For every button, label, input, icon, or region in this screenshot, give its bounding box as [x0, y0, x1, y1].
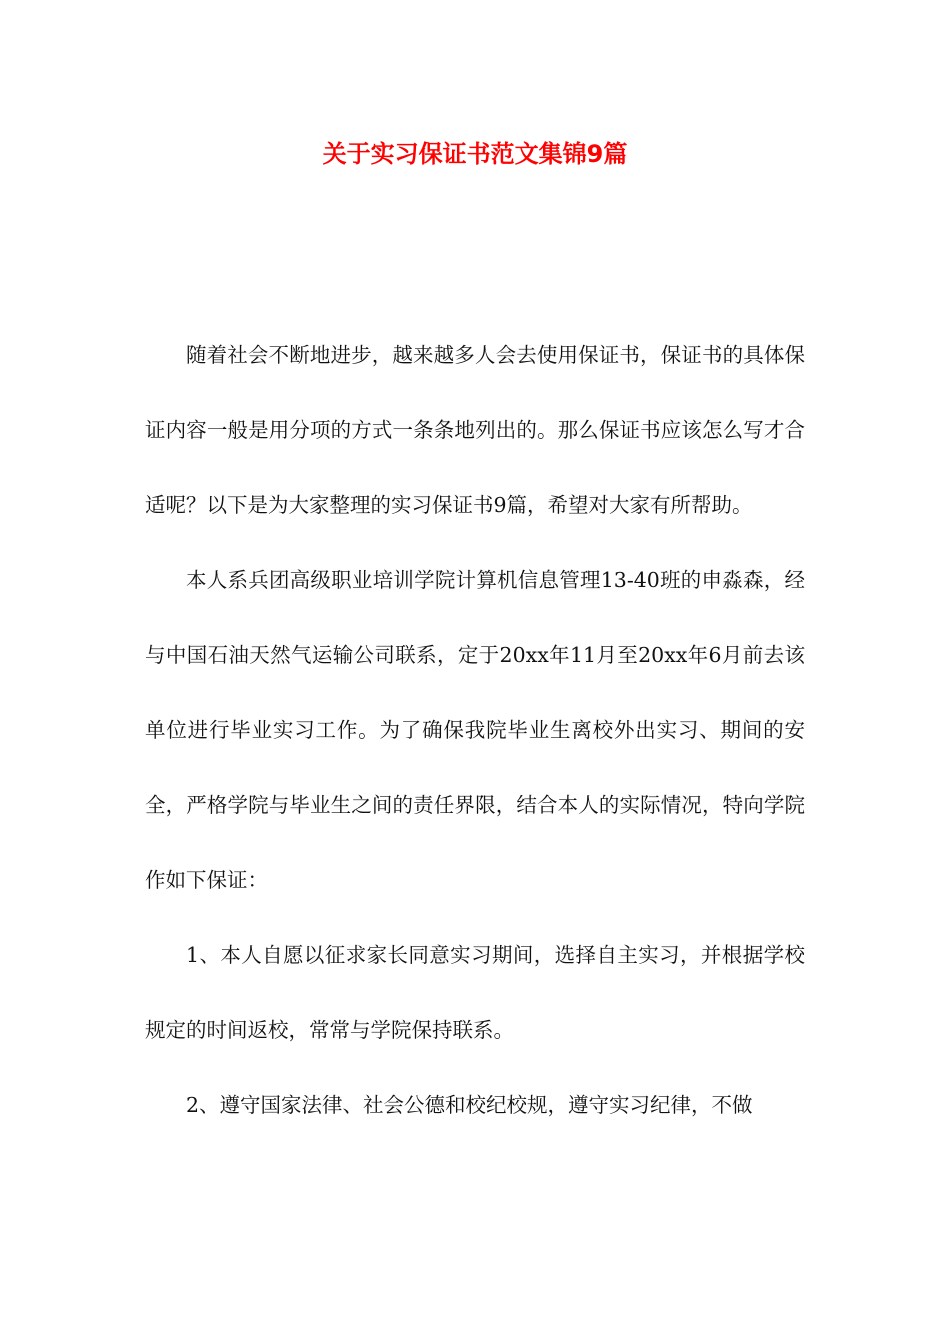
- paragraph-intro: 随着社会不断地进步，越来越多人会去使用保证书，保证书的具体保证内容一般是用分项的方式一条条地列出的。那么保证书应该怎么写才合适呢？以下是为大家整理的实习保证书9篇，希望对大家有所帮助。: [145, 343, 805, 517]
- paragraph-statement: 本人系兵团高级职业培训学院计算机信息管理13-40班的申淼森，经与中国石油天然气运输公司联系，定于20xx年11月至20xx年6月前去该单位进行毕业实习工作。为了确保我院毕业生离校外出实习、期间的安全，严格学院与毕业生之间的责任界限，结合本人的实际情况，特向学院作如下保证：: [145, 568, 805, 892]
- document-body: [145, 318, 805, 1143]
- paragraph-item-2: 2、遵守国家法律、社会公德和校纪校规，遵守实习纪律，不做: [186, 1093, 753, 1117]
- paragraph-item-1: 1、本人自愿以征求家长同意实习期间，选择自主实习，并根据学校规定的时间返校，常常与学院保持联系。: [145, 943, 805, 1042]
- document-title: 关于实习保证书范文集锦9篇: [322, 140, 628, 168]
